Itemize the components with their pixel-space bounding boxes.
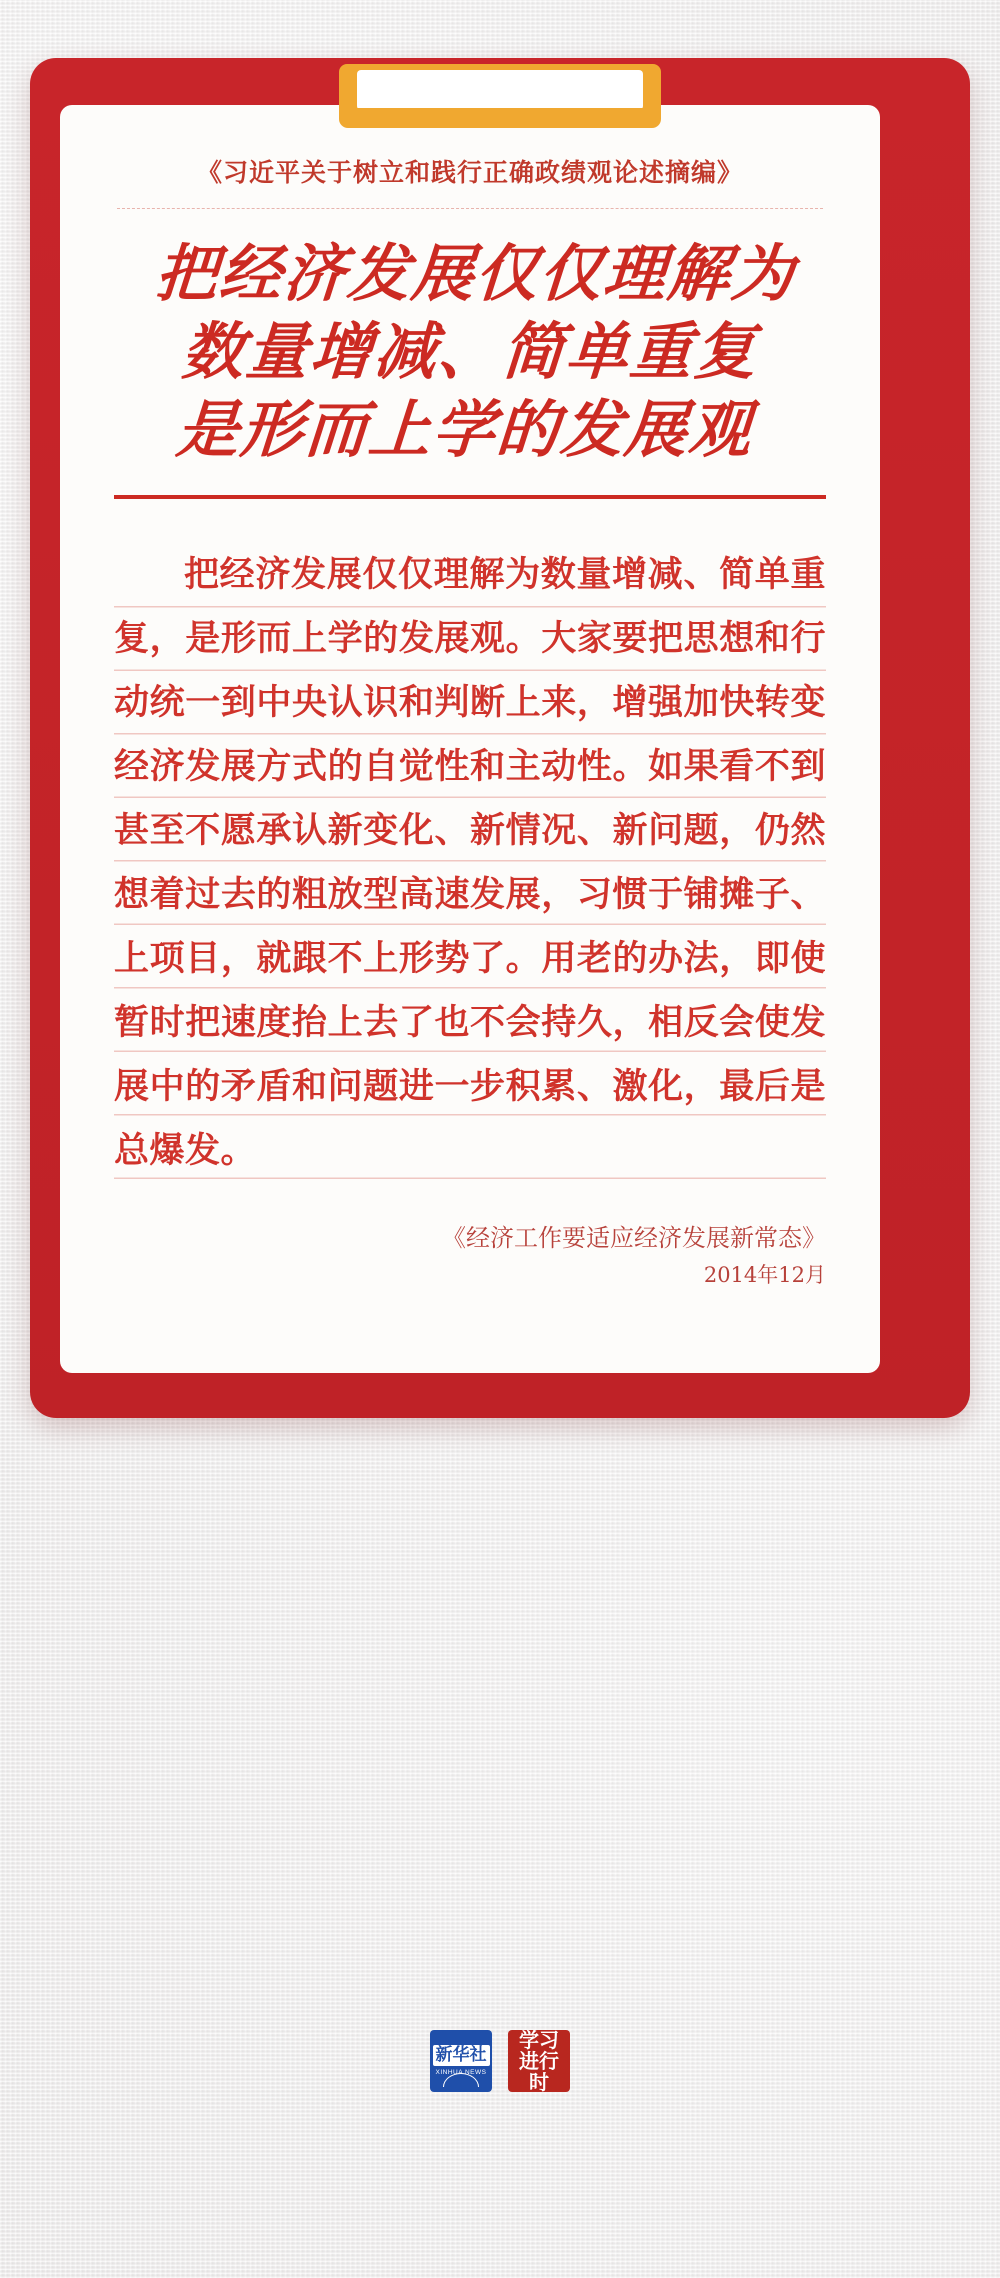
dashed-divider — [117, 208, 823, 209]
page-title — [60, 235, 880, 469]
xuexi-jinxingshi-logo[interactable]: 学习进行时 — [508, 2030, 570, 2092]
clipboard-clip-bar — [339, 108, 661, 128]
series-title: 《习近平关于树立和践行正确政绩观论述摘编》 — [196, 158, 743, 187]
xinhua-logo-en-text: XINHUA NEWS — [435, 2069, 487, 2077]
xinhua-news-logo[interactable] — [430, 2030, 492, 2092]
poster-sheet — [60, 105, 880, 1373]
clipboard-clip-inner — [357, 70, 643, 110]
headline-line-2: 数量增减、简单重复 — [179, 314, 761, 388]
headline-line-3: 是形而上学的发展观 — [174, 392, 756, 466]
headline-line-1: 把经济发展仅仅理解为 — [152, 236, 799, 310]
footer-logos — [0, 2027, 1000, 2094]
source-date: 2014年12月 — [703, 1263, 826, 1288]
quote-block — [114, 543, 826, 1185]
clipboard-clip — [339, 64, 661, 126]
quote-text: 把经济发展仅仅理解为数量增减、简单重复，是形而上学的发展观。大家要把思想和行动统一到中央认识和判断上来，增强加快转变经济发展方式的自觉性和主动性。如果看不到甚至不愿承认新变化、新情况、新问题，仍然想着过去的粗放型高速发展，习惯于铺摊子、上项目，就跟不上形势了。用老的办法，即使暂时把速度抬上去了也不会持久，相反会使发展中的矛盾和问题进一步积累、激化，最后是总爆发。 — [114, 543, 826, 1185]
headline-underline — [114, 495, 826, 499]
xinhua-logo-cn-text: 新华社 — [433, 2045, 490, 2066]
quote-source — [114, 1219, 826, 1293]
source-title: 《经济工作要适应经济发展新常态》 — [442, 1223, 826, 1252]
